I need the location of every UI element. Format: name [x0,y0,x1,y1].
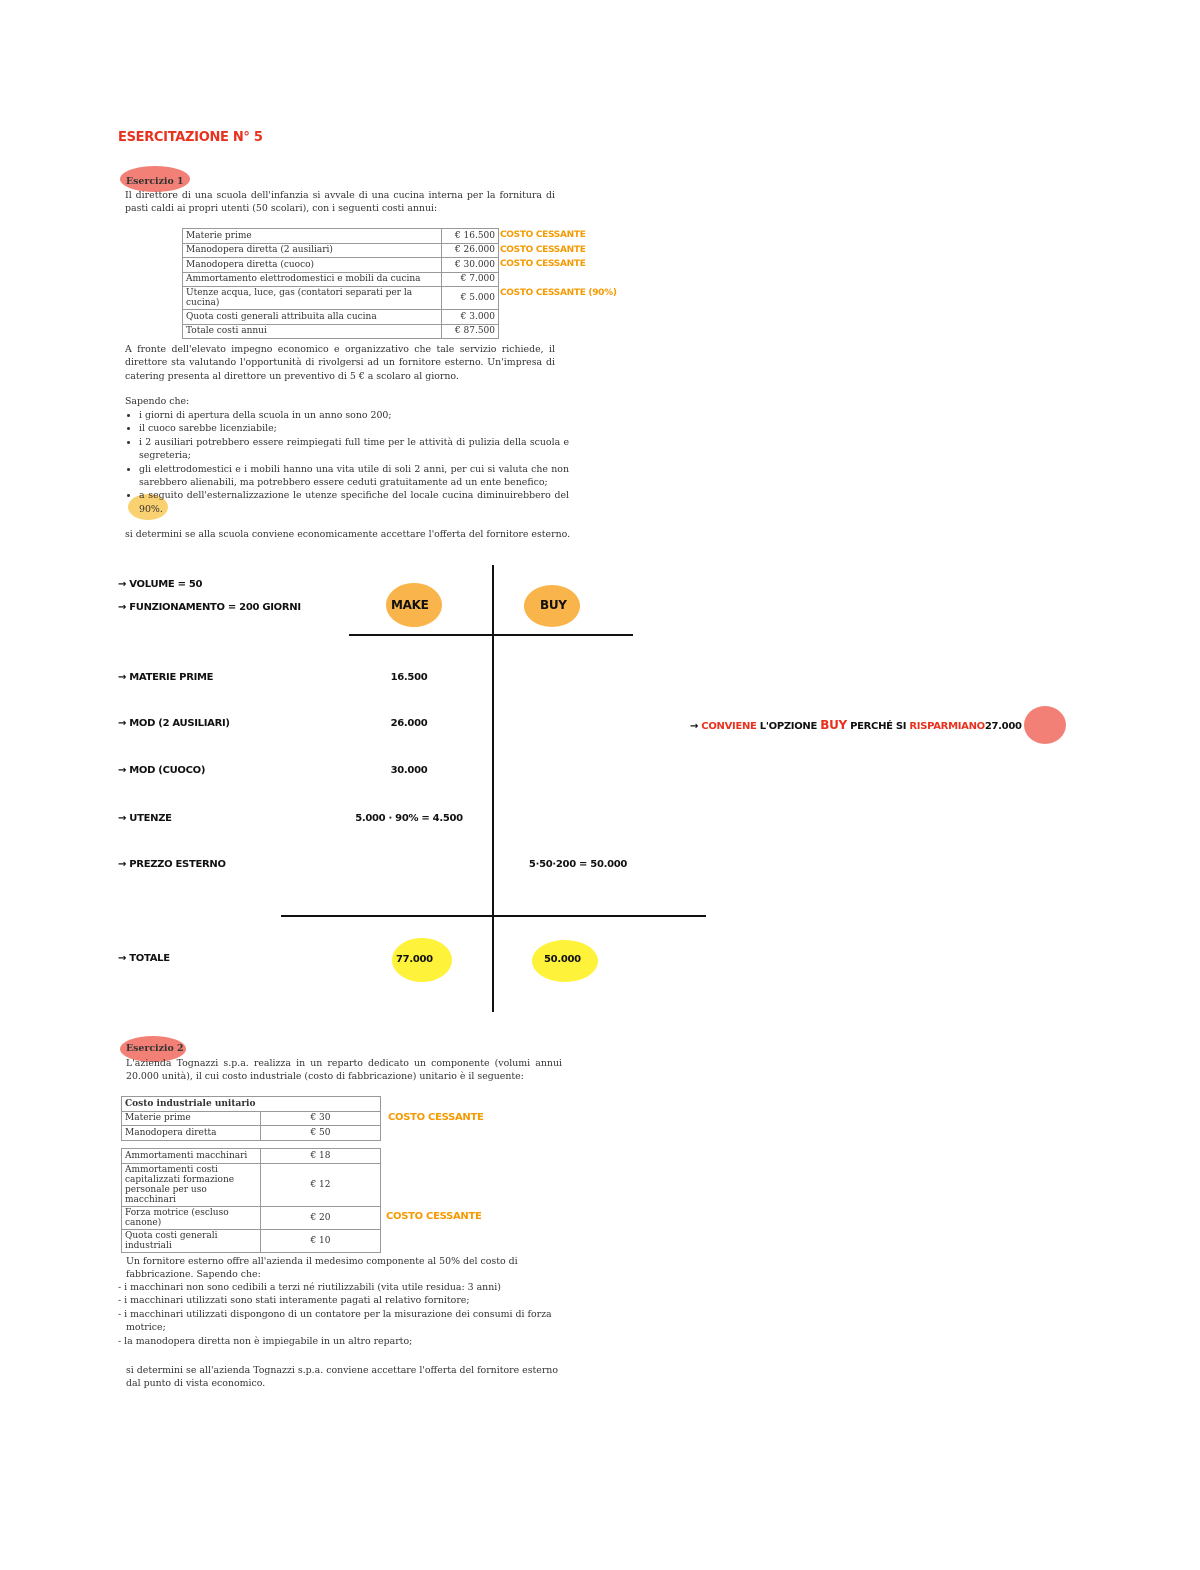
cost-value: € 20 [261,1206,381,1229]
make-value: 5.000 · 90% = 4.500 [355,813,463,824]
cost-table [182,228,499,339]
conclusion-word: CONVIENE [701,721,757,732]
table-row [122,1163,381,1206]
arrow: → [690,721,699,732]
unit-cost-table-a [121,1096,381,1141]
conclusion-word: RISPARMIANO [909,721,985,732]
bullet: - i macchinari utilizzati sono stati interamente pagati al relativo fornitore; [118,1295,470,1307]
conclusion-word: PERCHÉ SI [850,721,907,732]
table-row [122,1111,381,1126]
cost-label: Totale costi annui [183,324,442,339]
bullet: - i macchinari utilizzati dispongono di un contatore per la misurazione dei consumi di forza motrice; [118,1308,552,1334]
bullet-text: la manodopera diretta non è impiegabile in un altro reparto; [124,1335,413,1347]
table-row [183,287,499,310]
unit-cost-table-b [121,1148,381,1253]
bullet: - i macchinari non sono cedibili a terzi né riutilizzabili (vita utile residua: 3 anni) [118,1282,501,1293]
exercise-1-bullets [125,409,569,516]
cost-value: € 30 [261,1111,381,1126]
cost-value: € 30.000 [442,258,499,273]
bullet: • i 2 ausiliari potrebbero essere reimpiegati full time per le attività di pulizia della scuola e segreteria; [139,436,569,463]
exercise-2-question: si determini se all'azienda Tognazzi s.p.a. conviene accettare l'offerta del fornitore esterno dal punto di vista economico. [126,1365,558,1390]
row-label: → UTENZE [118,813,172,824]
total-make: 77.000 [396,954,433,965]
bullet-text: i macchinari non sono cedibili a terzi né riutilizzabili (vita utile residua: 3 anni) [124,1282,501,1293]
cost-label: Manodopera diretta (2 ausiliari) [183,243,442,258]
total-buy: 50.000 [544,954,581,965]
make-value: 16.500 [390,672,428,683]
divider-horizontal [281,915,706,917]
row-label: → MOD (2 AUSILIARI) [118,718,230,729]
make-value: 30.000 [390,765,428,776]
table-row [183,324,499,339]
cost-label: Ammortamenti costi capitalizzati formazione personale per uso macchinari [122,1163,261,1206]
cost-label: Manodopera diretta [122,1126,261,1141]
conclusion-word: BUY [820,718,847,732]
note-cessante: COSTO CESSANTE [388,1112,484,1123]
total-label: → TOTALE [118,953,170,964]
highlight-red [1024,706,1066,744]
cost-value: € 3.000 [442,310,499,325]
cost-value: € 12 [261,1163,381,1206]
exercise-1-intro: Il direttore di una scuola dell'infanzia si avvale di una cucina interna per la fornitura di pasti caldi ai propri utenti (50 scolari), con i seguenti costi annui: [125,190,555,215]
exercise-1-paragraph: A fronte dell'elevato impegno economico e organizzativo che tale servizio richiede, il direttore sta valutando l'opportunità di rivolgersi ad un fornitore esterno. Un'impresa di catering presenta al direttore un preventivo di 5 € a scolaro al giorno. [125,344,555,382]
exercise-2-paragraph: Un fornitore esterno offre all'azienda il medesimo componente al 50% del costo di fabbricazione. Sapendo che: [126,1256,518,1281]
bullet: • gli elettrodomestici e i mobili hanno una vita utile di soli 2 anni, per cui si valuta che non sarebbero alienabili, ma potrebbero essere ceduti gratuitamente ad un ente benefico; [139,463,569,490]
cost-value: € 50 [261,1126,381,1141]
cost-value: € 18 [261,1149,381,1164]
cost-label: Manodopera diretta (cuoco) [183,258,442,273]
note-cessante: COSTO CESSANTE [386,1211,482,1222]
row-label: → MATERIE PRIME [118,672,214,683]
table-row [183,229,499,244]
exercise-1-question: si determini se alla scuola conviene economicamente accettare l'offerta del fornitore esterno. [125,529,571,540]
cost-label: Materie prime [122,1111,261,1126]
bullet: • il cuoco sarebbe licenziabile; [139,422,569,435]
note-cessante: COSTO CESSANTE [500,244,586,255]
bullet: • a seguito dell'esternalizzazione le utenze specifiche del locale cucina diminuirebbero del 90%. [139,489,569,516]
table-row [183,310,499,325]
cost-value: € 10 [261,1229,381,1252]
exercise-2-heading: Esercizio 2 [126,1043,184,1054]
exercise-1-heading: Esercizio 1 [126,176,184,187]
bullet-text: i macchinari utilizzati sono stati interamente pagati al relativo fornitore; [124,1295,470,1307]
divider-horizontal [349,634,633,636]
note-volume: → VOLUME = 50 [118,579,203,590]
note-cessante: COSTO CESSANTE (90%) [500,288,617,298]
conclusion-note [690,718,1022,732]
table-row [122,1126,381,1141]
bullet: - la manodopera diretta non è impiegabile in un altro reparto; [118,1335,413,1347]
note-days: → FUNZIONAMENTO = 200 GIORNI [118,602,301,613]
row-label: → MOD (CUOCO) [118,765,206,776]
cost-label: Materie prime [183,229,442,244]
note-cessante: COSTO CESSANTE [500,230,586,240]
exercise-2-bullets [118,1281,558,1348]
table-row [183,258,499,273]
bullet: • i giorni di apertura della scuola in un anno sono 200; [139,409,569,422]
make-header: MAKE [391,598,429,612]
exercise-2-intro: L'azienda Tognazzi s.p.a. realizza in un reparto dedicato un componente (volumi annui 20.000 unità), il cui costo industriale (costo di fabbricazione) unitario è il seguente: [126,1058,562,1083]
table-row [183,243,499,258]
bullet-text: i macchinari utilizzati dispongono di un contatore per la misurazione dei consumi di forza motrice; [124,1308,552,1334]
cost-label: Quota costi generali industriali [122,1229,261,1252]
cost-label: Ammortamenti macchinari [122,1149,261,1164]
knowing-label: Sapendo che: [125,396,190,407]
conclusion-word: 27.000 [984,721,1022,732]
cost-value: € 26.000 [442,243,499,258]
conclusion-word: L'OPZIONE [759,721,818,732]
buy-value: 5·50·200 = 50.000 [528,859,628,870]
cost-label: Forza motrice (escluso canone) [122,1206,261,1229]
cost-label: Ammortamento elettrodomestici e mobili da cucina [183,272,442,287]
table-row [122,1206,381,1229]
table-row [122,1149,381,1164]
page-title: ESERCITAZIONE N° 5 [118,130,263,145]
cost-value: € 5.000 [442,287,499,310]
cost-value: € 87.500 [442,324,499,339]
cost-value: € 16.500 [442,229,499,244]
note-cessante: COSTO CESSANTE [500,259,586,269]
table-header: Costo industriale unitario [122,1097,381,1112]
cost-value: € 7.000 [442,272,499,287]
row-label: → PREZZO ESTERNO [118,859,226,870]
table-row [122,1229,381,1252]
buy-header: BUY [540,598,567,612]
table-row [183,272,499,287]
cost-label: Utenze acqua, luce, gas (contatori separati per la cucina) [183,287,442,310]
cost-label: Quota costi generali attribuita alla cucina [183,310,442,325]
make-value: 26.000 [390,718,428,729]
divider-vertical [492,565,494,1012]
